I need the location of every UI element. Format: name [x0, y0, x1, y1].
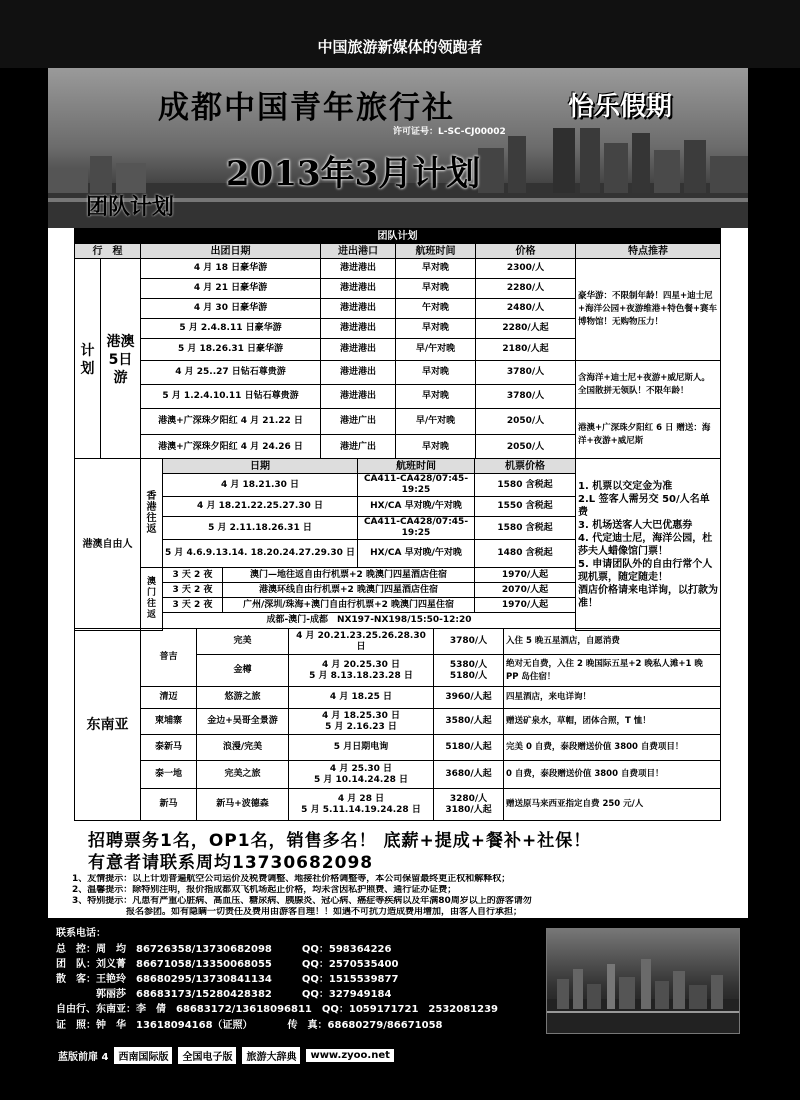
contact-line: 团 队：刘义菁 86671058/13350068055 QQ：2570535400 — [56, 959, 399, 970]
macau-return-label: 澳门往返 — [141, 568, 163, 631]
row-flight: 早对晚 — [396, 319, 476, 339]
row-port: 港进港出 — [321, 259, 396, 279]
row-flight: 早/午对晚 — [396, 339, 476, 361]
row-price: 2070/人起 — [475, 583, 576, 598]
tip-line: 3、特别提示：凡患有严重心脏病、高血压、糖尿病、胰腺炎、冠心病、癌症等疾病以及年满80周岁以上的游客请勿 — [72, 896, 532, 906]
row-feature: 入住 5 晚五星酒店，自愿消费 — [504, 629, 721, 655]
tips-block — [72, 874, 722, 918]
tip-line: 报名参团。如有隐瞒一切责任及费用由游客自理！！如遇不可抗力造成费用增加，由客人自行承担； — [72, 907, 523, 917]
section-label: 计划 — [75, 259, 101, 461]
row-name: 金边+吴哥全景游 — [197, 709, 289, 735]
hero-banner — [48, 68, 748, 228]
row-price: 3780/人 — [434, 629, 504, 655]
table-row — [75, 361, 721, 385]
row-price: 5380/人 5180/人 — [434, 655, 504, 687]
row-price: 1580 含税起 — [475, 474, 576, 497]
row-feature: 完美 0 自费，泰段赠送价值 3800 自费项目！ — [504, 735, 721, 761]
group-plan-heading: 团队计划 — [86, 195, 175, 220]
tip-line: 2、温馨提示：除特别注明，报价指成都双飞机场起止价格，均未含因私护照费、通行证办证费； — [72, 885, 457, 895]
row-price: 1480 含税起 — [475, 540, 576, 568]
row-price: 3960/人起 — [434, 687, 504, 709]
sub-header-price: 机票价格 — [475, 459, 576, 474]
row-date: 4 月 18.25.30 日 5 月 2.16.23 日 — [289, 709, 434, 735]
contact-heading: 联系电话： — [56, 928, 106, 939]
row-price: 2300/人 — [476, 259, 576, 279]
row-date: 5 月日期电询 — [289, 735, 434, 761]
row-date: 4 月 18 日豪华游 — [141, 259, 321, 279]
feature-deluxe: 豪华游：不限制年龄！四星+迪士尼+海洋公园+夜游维港+特色餐+赛车博物馆！无购物压力！ — [576, 259, 721, 361]
row-price: 5180/人起 — [434, 735, 504, 761]
feature-diamond: 含海洋+迪士尼+夜游+威尼斯人。全国散拼无领队！不限年龄！ — [576, 361, 721, 409]
row-desc: 广州/深圳/珠海+澳门自由行机票+2 晚澳门四星住宿 — [223, 598, 475, 613]
row-date: 4 月 18.21.22.25.27.30 日 — [163, 497, 358, 517]
southeast-asia-table — [74, 628, 721, 821]
table-row — [75, 629, 721, 655]
row-date: 4 月 18.25 日 — [289, 687, 434, 709]
row-port: 港进港出 — [321, 361, 396, 385]
row-desc: 港澳环线自由行机票+2 晚澳门四星酒店住宿 — [223, 583, 475, 598]
slogan: 中国旅游新媒体的领跑者 — [317, 38, 483, 56]
header-price: 价格 — [476, 244, 576, 259]
row-dest: 新马 — [141, 789, 197, 821]
row-date: 4 月 28 日 5 月 5.11.14.19.24.28 日 — [289, 789, 434, 821]
row-feature: 赠送原马来西亚指定自费 250 元/人 — [504, 789, 721, 821]
header-port: 进出港口 — [321, 244, 396, 259]
row-flight: 早对晚 — [396, 259, 476, 279]
row-name: 完美 — [197, 629, 289, 655]
row-price: 3780/人 — [476, 385, 576, 409]
row-port: 港进港出 — [321, 385, 396, 409]
row-dest: 柬埔寨 — [141, 709, 197, 735]
row-date: 4 月 20.25.30 日 5 月 8.13.18.23.28 日 — [289, 655, 434, 687]
row-price: 2280/人 — [476, 279, 576, 299]
row-flight: 早对晚 — [396, 361, 476, 385]
sub-header-date: 日期 — [163, 459, 358, 474]
header-route: 行 程 — [75, 244, 141, 259]
row-flight: 早对晚 — [396, 435, 476, 461]
flyer-page — [48, 68, 748, 1040]
row-days: 3 天 2 夜 — [163, 568, 223, 583]
row-price: 2050/人 — [476, 435, 576, 461]
row-name: 金樽 — [197, 655, 289, 687]
row-date: 5 月 2.4.8.11 日豪华游 — [141, 319, 321, 339]
table-row — [75, 409, 721, 435]
contact-line: 郭丽莎 68683173/15280428382 QQ：327949184 — [56, 989, 392, 1000]
row-date: 4 月 18.21.30 日 — [163, 474, 358, 497]
row-name: 完美之旅 — [197, 761, 289, 789]
header-flight: 航班时间 — [396, 244, 476, 259]
row-date: 4 月 25..27 日钻石尊贵游 — [141, 361, 321, 385]
row-flight: 早对晚 — [396, 385, 476, 409]
sub-header-flight: 航班时间 — [358, 459, 475, 474]
row-price: 1970/人起 — [475, 568, 576, 583]
row-date: 4 月 21 日豪华游 — [141, 279, 321, 299]
row-price: 3680/人起 — [434, 761, 504, 789]
footer-national: 全国电子版 — [178, 1047, 236, 1064]
hk-return-label: 香港往返 — [141, 459, 163, 568]
row-dest: 清迈 — [141, 687, 197, 709]
agency-name: 成都中国青年旅行社 — [158, 90, 455, 126]
row-date: 港澳+广深珠夕阳红 4 月 24.26 日 — [141, 435, 321, 461]
group-plan-table — [74, 228, 721, 461]
footer-page: 蓝版前扉 4 — [58, 1051, 109, 1063]
row-desc: 澳门—地往返自由行机票+2 晚澳门四星酒店住宿 — [223, 568, 475, 583]
row-dest: 普吉 — [141, 629, 197, 687]
contact-line: 自由行、东南亚：李 倩 68683172/13618096811 QQ：1059171721 2532081239 — [56, 1004, 499, 1015]
row-price: 1580 含税起 — [475, 517, 576, 540]
table-row — [75, 259, 721, 279]
top-banner — [0, 0, 800, 68]
row-dest: 泰新马 — [141, 735, 197, 761]
row-date: 港澳+广深珠夕阳红 4 月 21.22 日 — [141, 409, 321, 435]
row-flight: HX/CA 早对晚/午对晚 — [358, 540, 475, 568]
table-row — [75, 687, 721, 709]
row-port: 港进港出 — [321, 279, 396, 299]
table-row — [75, 789, 721, 821]
row-dest: 泰一地 — [141, 761, 197, 789]
table-row — [75, 709, 721, 735]
row-name: 浪漫/完美 — [197, 735, 289, 761]
contact-box — [48, 918, 748, 1040]
row-date: 5 月 4.6.9.13.14. 18.20.24.27.29.30 日 — [163, 540, 358, 568]
brand-name: 怡乐假期 — [568, 92, 673, 122]
row-price: 3780/人 — [476, 361, 576, 385]
row-port: 港进港出 — [321, 339, 396, 361]
row-price: 1550 含税起 — [475, 497, 576, 517]
free-section-label: 港澳自由人 — [75, 459, 141, 631]
row-flight: 早/午对晚 — [396, 409, 476, 435]
table-title: 团队计划 — [75, 229, 721, 244]
row-feature: 赠送矿泉水，草帽，团体合照，T 恤！ — [504, 709, 721, 735]
row-port: 港进港出 — [321, 319, 396, 339]
footer — [58, 1047, 394, 1063]
header-date: 出团日期 — [141, 244, 321, 259]
row-price: 3280/人 3180/人起 — [434, 789, 504, 821]
row-port: 港进港出 — [321, 299, 396, 319]
table-row — [75, 735, 721, 761]
feature-sunset: 港澳+广深珠夕阳红 6 日 赠送：海洋+夜游+威尼斯 — [576, 409, 721, 461]
row-date: 4 月 20.21.23.25.26.28.30 日 — [289, 629, 434, 655]
row-price: 1970/人起 — [475, 598, 576, 613]
row-days: 3 天 2 夜 — [163, 583, 223, 598]
row-date: 5 月 18.26.31 日豪华游 — [141, 339, 321, 361]
macau-flight: 成都-澳门-成都 NX197-NX198/15:50-12:20 — [163, 613, 576, 629]
license-number: 许可证号：L-SC-CJ00002 — [393, 127, 506, 137]
free-travel-table — [74, 458, 721, 631]
row-flight: CA411-CA428/07:45-19:25 — [358, 474, 475, 497]
free-notes: 1. 机票以交定金为准 2.L 签客人需另交 50/人名单费 3. 机场送客人大巴优惠券 4. 代定迪士尼，海洋公园，杜莎夫人蜡像馆门票！ 5. 申请团队外的自由行常个人现机票，随定随走！ 酒店价格请来电详询，以打款为准！ — [576, 459, 721, 631]
row-price: 2050/人 — [476, 409, 576, 435]
footer-dict: 旅游大辞典 — [242, 1047, 300, 1064]
table-row — [75, 761, 721, 789]
row-price: 3580/人起 — [434, 709, 504, 735]
row-feature: 四星酒店，来电详询！ — [504, 687, 721, 709]
row-price: 2480/人 — [476, 299, 576, 319]
row-port: 港进广出 — [321, 409, 396, 435]
footer-edition: 西南国际版 — [114, 1047, 172, 1064]
row-flight: HX/CA 早对晚/午对晚 — [358, 497, 475, 517]
row-flight: 午对晚 — [396, 299, 476, 319]
sea-section-label: 东南亚 — [75, 629, 141, 821]
row-feature: 0 自费，泰段赠送价值 3800 自费项目！ — [504, 761, 721, 789]
recruit-notice: 招聘票务1名，OP1名，销售多名！ 底薪+提成+餐补+社保！ — [88, 831, 592, 851]
contact-notice: 有意者请联系周均13730682098 — [88, 853, 374, 873]
row-port: 港进广出 — [321, 435, 396, 461]
row-name: 悠游之旅 — [197, 687, 289, 709]
row-name: 新马+波德森 — [197, 789, 289, 821]
row-days: 3 天 2 夜 — [163, 598, 223, 613]
row-flight: CA411-CA428/07:45-19:25 — [358, 517, 475, 540]
row-price: 2280/人起 — [476, 319, 576, 339]
plan-title: 2013年3月计划 — [226, 154, 481, 194]
row-date: 4 月 30 日豪华游 — [141, 299, 321, 319]
contact-line: 总 控：周 均 86726358/13730682098 QQ：598364226 — [56, 944, 392, 955]
night-skyline-icon — [547, 929, 739, 1033]
city-night-photo — [546, 928, 740, 1034]
row-price: 2180/人起 — [476, 339, 576, 361]
footer-url[interactable]: www.zyoo.net — [306, 1049, 393, 1062]
row-date: 4 月 25.30 日 5 月 10.14.24.28 日 — [289, 761, 434, 789]
tip-line: 1、友情提示：以上计划普遍航空公司运价及税费调整、地接社价格调整等，本公司保留最终更正权和解释权； — [72, 874, 511, 884]
row-date: 5 月 2.11.18.26.31 日 — [163, 517, 358, 540]
route-label: 港澳5日游 — [101, 259, 141, 461]
row-feature: 绝对无自费，入住 2 晚国际五星+2 晚私人滩+1 晚 PP 岛住宿！ — [504, 655, 721, 687]
row-flight: 早对晚 — [396, 279, 476, 299]
row-date: 5 月 1.2.4.10.11 日钻石尊贵游 — [141, 385, 321, 409]
contact-line: 证 照：钟 华 13618094168（证照） 传 真：68680279/86671058 — [56, 1020, 443, 1031]
header-feature: 特点推荐 — [576, 244, 721, 259]
contact-line: 散 客：王艳玲 68680295/13730841134 QQ：1515539877 — [56, 974, 399, 985]
